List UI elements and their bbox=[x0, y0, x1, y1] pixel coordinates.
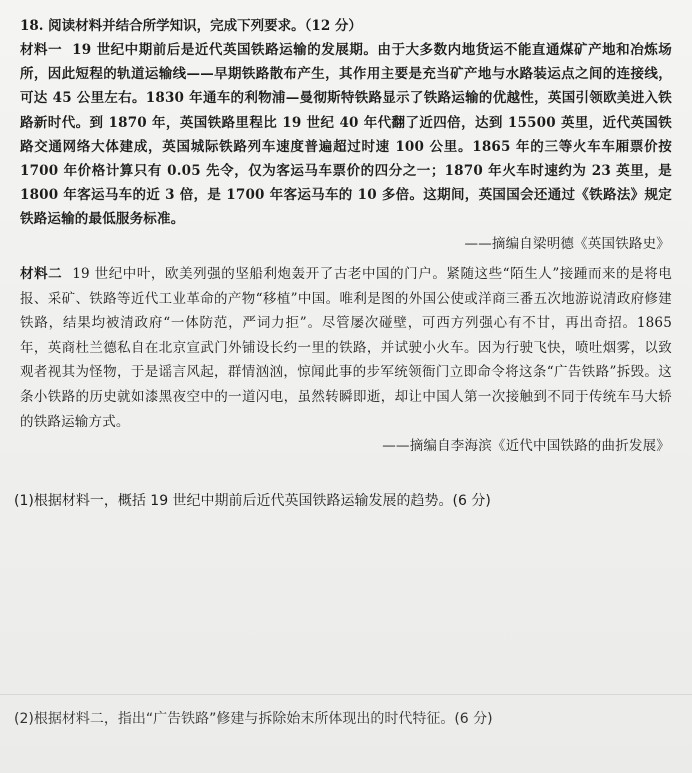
material-two-text: 19 世纪中叶，欧美列强的坚船利炮轰开了古老中国的门户。紧随这些“陌生人”接踵而来的是将电报、采矿、铁路等近代工业革命的产物“移植”中国。唯利是图的外国公使或洋商三番五次地游说清政府修建铁路，结果均被清政府“一体防范，严词力拒”。尽管屡次碰壁，可西方列强心有不甘，再出奇招。1865 年，英商杜兰德私自在北京宣武门外铺设长约一里的铁路，并试驶小火车。因为行驶飞快，喷吐烟雾，以致观者视其为怪物，于是谣言风起，群情汹汹，惊闻此事的步军统领衙门立即命令将这条“广告铁路”拆毁。这条小铁路的历史就如漆黑夜空中的一道闪电，虽然转瞬即逝，却让中国人第一次接触到不同于传统车马大轿的铁路运输方式。 bbox=[20, 266, 672, 430]
subquestion-1: (1)根据材料一，概括 19 世纪中期前后近代英国铁路运输发展的趋势。(6 分) bbox=[14, 493, 491, 509]
subquestion-2: (2)根据材料二，指出“广告铁路”修建与拆除始末所体现出的时代特征。(6 分) bbox=[14, 711, 493, 727]
material-one-source: ——摘编自梁明德《英国铁路史》 bbox=[464, 235, 670, 252]
fold-divider bbox=[0, 694, 692, 695]
material-one-text: 19 世纪中期前后是近代英国铁路运输的发展期。由于大多数内地货运不能直通煤矿产地和冶炼场所，因此短程的轨道运输线——早期铁路散布产生，其作用主要是充当矿产地与水路装运点之间的连接线，可达 45 公里左右。1830 年通车的利物浦—曼彻斯特铁路显示了铁路运输的优越性，英国引领欧美进入铁路新时代。到 1870 年，英国铁路里程比 19 世纪 40 年代翻了近四倍，达到 15500 英里，近代英国铁路交通网络大体建成，英国城际铁路列车速度普遍超过时速 100 公里。1865 年的三等火车车厢票价按 1700 年价格计算只有 0.05 先令，仅为客运马车票价的四分之一；1870 年火车时速约为 23 英里，是 1800 年客运马车的近 3 倍，是 1700 年客运马车的 10 多倍。这期间，英国国会还通过《铁路法》规定铁路运输的最低服务标准。 bbox=[20, 42, 672, 228]
material-two-label: 材料二 bbox=[20, 266, 63, 282]
material-one bbox=[20, 38, 672, 256]
material-two-source: ——摘编自李海滨《近代中国铁路的曲折发展》 bbox=[382, 438, 670, 455]
material-two bbox=[20, 262, 672, 459]
material-one-label: 材料一 bbox=[20, 42, 63, 58]
question-header: 18. 阅读材料并结合所学知识，完成下列要求。（12 分） bbox=[20, 18, 362, 34]
